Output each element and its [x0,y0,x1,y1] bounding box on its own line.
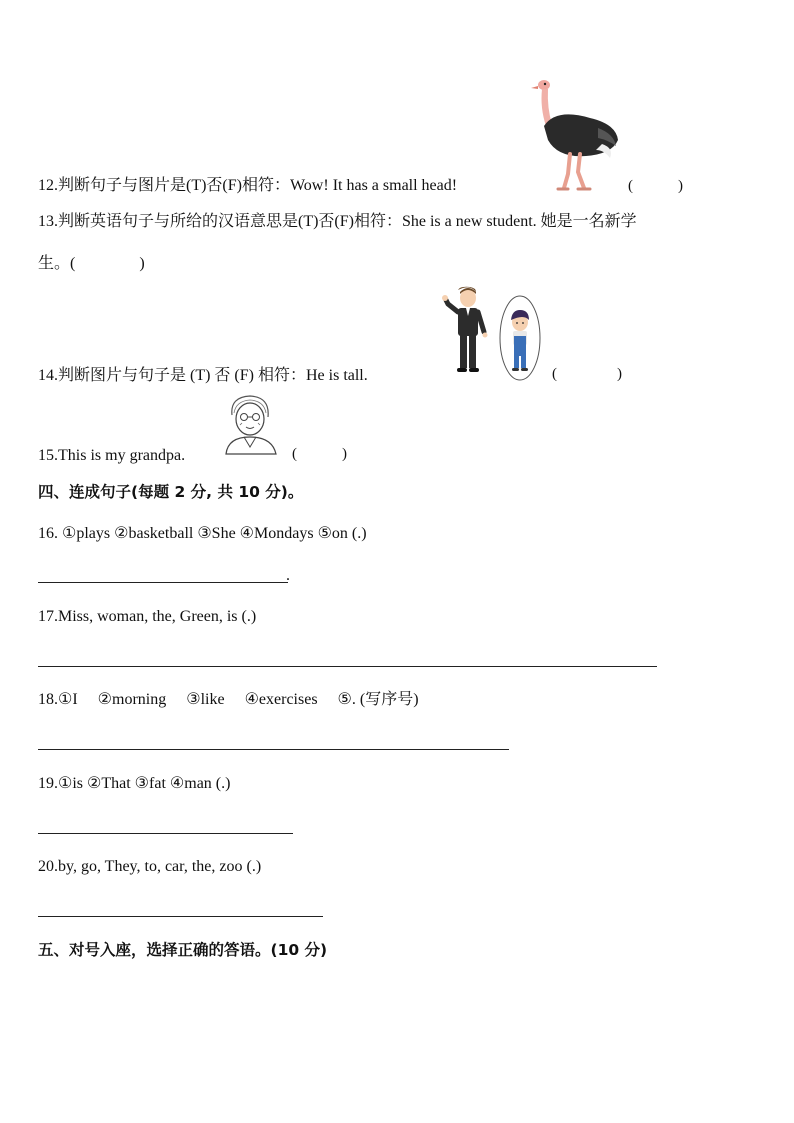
question-18: 18.①I ②morning ③like ④exercises ⑤. (写序号) [38,691,419,708]
question-19: 19.①is ②That ③fat ④man (.) [38,775,231,792]
question-16: 16. ①plays ②basketball ③She ④Mondays ⑤on (.) [38,525,367,542]
answer-line-20[interactable] [38,916,323,917]
question-13: 13.判断英语句子与所给的汉语意思是(T)否(F)相符：She is a new student. 她是一名新学 [38,213,637,230]
grandpa-icon [222,393,280,455]
section-5-title: 五、对号入座，选择正确的答语。(10 分) [38,941,328,959]
answer-line-19[interactable] [38,833,293,834]
answer-paren-15[interactable]: ( ) [292,446,347,462]
tall-man-icon [440,284,492,374]
answer-line-18[interactable] [38,749,509,750]
section-4-title: 四、连成句子(每题 2 分, 共 10 分)。 [38,483,304,501]
answer-line-16[interactable] [38,582,288,583]
answer-paren-14[interactable]: ( ) [552,366,622,382]
short-boy-icon [498,294,542,382]
question-13-continued: 生。( ) [38,255,145,272]
question-12: 12.判断句子与图片是(T)否(F)相符：Wow! It has a small head! [38,177,458,194]
answer-paren-12[interactable]: ( ) [628,178,683,194]
question-15: 15.This is my grandpa. [38,447,186,464]
answer-line-17[interactable] [38,666,657,667]
answer-line-16-period: . [286,567,290,584]
question-20: 20.by, go, They, to, car, the, zoo (.) [38,858,262,875]
ostrich-icon [528,78,624,192]
question-14: 14.判断图片与句子是 (T) 否 (F) 相符：He is tall. [38,367,368,384]
question-17: 17.Miss, woman, the, Green, is (.) [38,608,257,625]
